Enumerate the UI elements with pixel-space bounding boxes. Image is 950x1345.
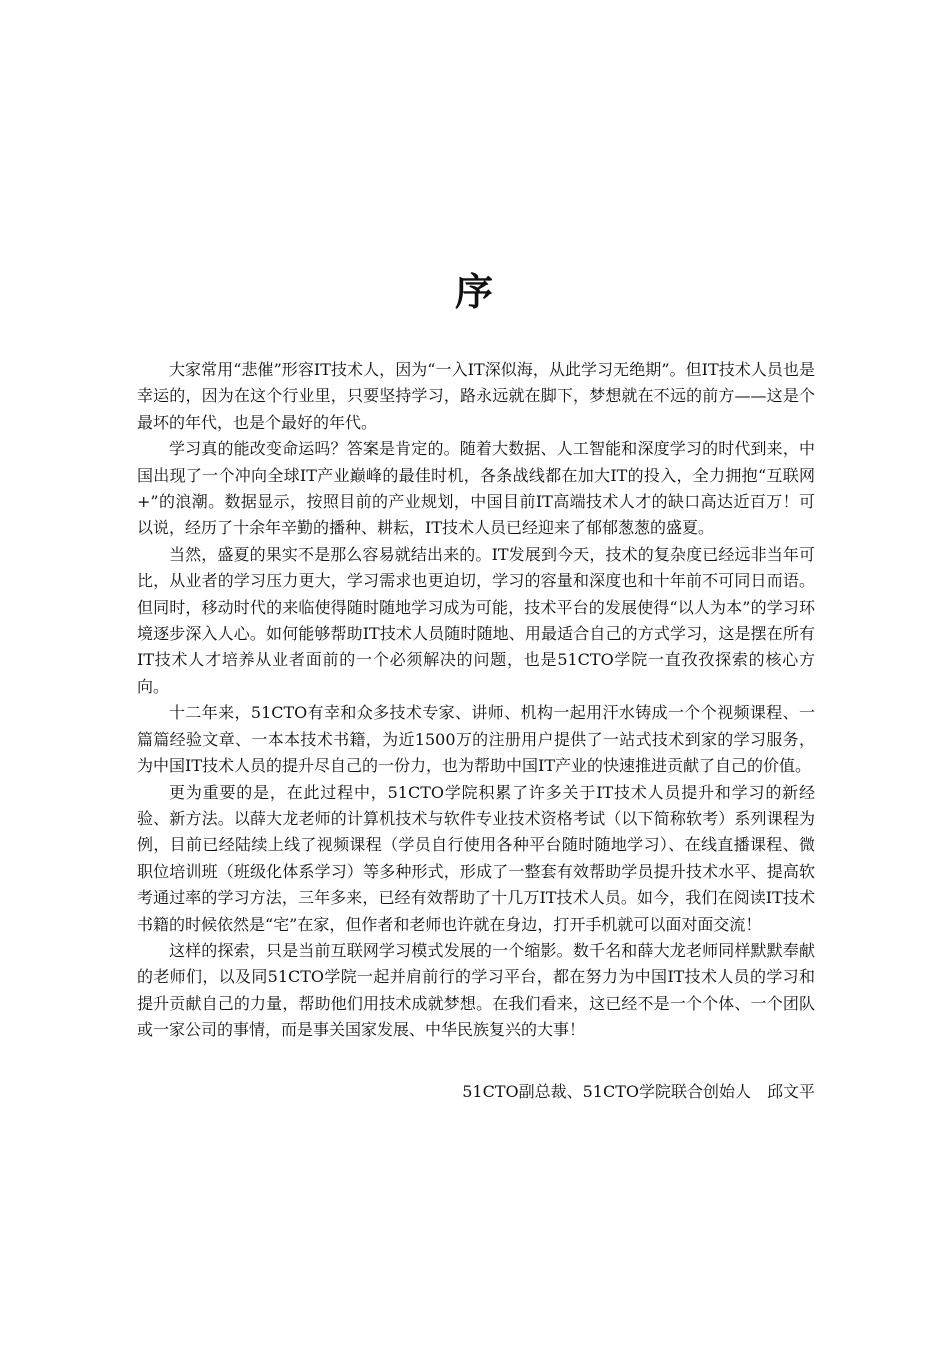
paragraph-6: 这样的探索，只是当前互联网学习模式发展的一个缩影。数千名和薛大龙老师同样默默奉献的老师们，以及同51CTO学院一起并肩前行的学习平台，都在努力为中国IT技术人员的学习和提升贡献自己的力量，帮助他们用技术成就梦想。在我们看来，这已经不是一个个体、一个团队或一家公司的事情，而是事关国家发展、中华民族复兴的大事！: [137, 940, 815, 1040]
page-title: 序: [454, 269, 495, 314]
paragraph-4: 十二年来，51CTO有幸和众多技术专家、讲师、机构一起用汗水铸成一个个视频课程、一篇篇经验文章、一本本技术书籍，为近1500万的注册用户提供了一站式技术到家的学习服务，为中国IT技术人员的提升尽自己的一份力，也为帮助中国IT产业的快速推进贡献了自己的价值。: [137, 703, 815, 776]
paragraph-5: 更为重要的是，在此过程中，51CTO学院积累了许多关于IT技术人员提升和学习的新经验、新方法。以薛大龙老师的计算机技术与软件专业技术资格考试（以下简称软考）系列课程为例，目前已经陆续上线了视频课程（学员自行使用各种平台随时随地学习）、在线直播课程、微职位培训班（班级化体系学习）等多种形式，形成了一整套有效帮助学员提升技术水平、提高软考通过率的学习方法，三年多来，已经有效帮助了十几万IT技术人员。如今，我们在阅读IT技术书籍的时候依然是“宅”在家，但作者和老师也许就在身边，打开手机就可以面对面交流！: [137, 782, 815, 934]
paragraph-3: 当然，盛夏的果实不是那么容易就结出来的。IT发展到今天，技术的复杂度已经远非当年可比，从业者的学习压力更大，学习需求也更迫切，学习的容量和深度也和十年前不可同日而语。但同时，移动时代的来临使得随时随地学习成为可能，技术平台的发展使得“以人为本”的学习环境逐步深入人心。如何能够帮助IT技术人员随时随地、用最适合自己的方式学习，这是摆在所有IT技术人才培养从业者面前的一个必须解决的问题，也是51CTO学院一直孜孜探索的核心方向。: [137, 544, 815, 696]
paragraph-2: 学习真的能改变命运吗？答案是肯定的。随着大数据、人工智能和深度学习的时代到来，中国出现了一个冲向全球IT产业巅峰的最佳时机，各条战线都在加大IT的投入，全力拥抱“互联网+”的浪潮。数据显示，按照目前的产业规划，中国目前IT高端技术人才的缺口高达近百万！可以说，经历了十余年辛勤的播种、耕耘，IT技术人员已经迎来了郁郁葱葱的盛夏。: [137, 439, 815, 538]
author-signature: 51CTO副总裁、51CTO学院联合创始人 邱文平: [462, 1082, 815, 1101]
paragraph-1: 大家常用“悲催”形容IT技术人，因为“一入IT深似海，从此学习无绝期”。但IT技术人员也是幸运的，因为在这个行业里，只要坚持学习，路永远就在脚下，梦想就在不远的前方——这是个最坏的年代，也是个最好的年代。: [137, 360, 815, 432]
preface-body: [137, 357, 815, 1044]
